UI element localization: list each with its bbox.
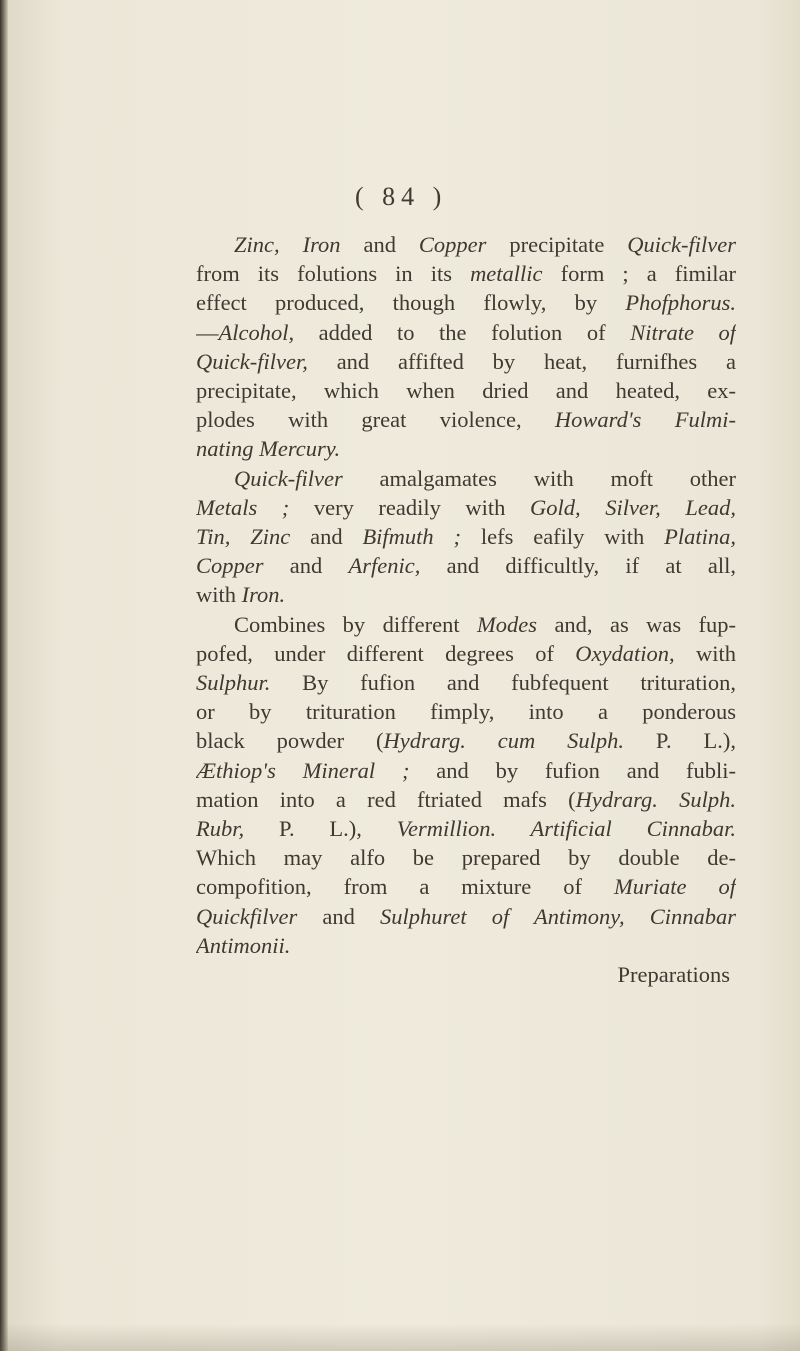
text-run: Combines by different (234, 611, 478, 637)
text-run: By fufion and fubfequent trituration, (270, 670, 736, 696)
italic-text: Alcohol, (218, 319, 295, 345)
italic-text: metallic (470, 261, 543, 287)
italic-text: Quick-filver (627, 232, 736, 257)
catchword: Preparations (617, 962, 730, 988)
text-line (196, 610, 736, 639)
italic-text: Copper (196, 553, 264, 579)
italic-text: Phofphorus. (625, 290, 736, 316)
text-line (196, 697, 736, 726)
italic-text: Oxydation, (575, 640, 675, 666)
page-bottom-shadow (0, 1323, 800, 1351)
text-line (196, 785, 736, 814)
italic-text: Vermillion. Artificial Cinnabar. (396, 816, 736, 842)
text-run: plodes with great violence, (196, 407, 555, 433)
text-line (196, 872, 736, 901)
text-run: with (674, 640, 736, 666)
text-line (196, 493, 736, 522)
text-run: and (340, 232, 419, 257)
text-line (196, 405, 736, 434)
text-line (196, 522, 736, 551)
text-run: or by trituration fimply, into a ponderous (196, 699, 736, 725)
text-run: precipitate, which when dried and heated, ex- (196, 378, 736, 404)
italic-text: Hydrarg. Sulph. (575, 786, 736, 812)
italic-text: Hydrarg. cum Sulph. (383, 728, 625, 754)
text-line (196, 288, 736, 317)
italic-text: Nitrate of (630, 319, 736, 345)
text-line (196, 580, 736, 609)
italic-text: nating Mercury. (196, 436, 341, 462)
text-run: amalgamates with moft other (342, 465, 736, 491)
text-line (196, 347, 736, 376)
text-run: compofition, from a mixture of (196, 874, 615, 900)
text-run: and (263, 553, 349, 579)
italic-text: Quick-filver (234, 465, 343, 491)
text-run: — (196, 319, 219, 345)
text-run: pofed, under different degrees of (196, 640, 576, 666)
italic-text: Metals ; (196, 494, 290, 520)
italic-text: Copper (418, 232, 487, 257)
text-run: and (290, 524, 363, 550)
italic-text: Bifmuth ; (362, 524, 462, 550)
text-line (196, 639, 736, 668)
italic-text: Howard's Fulmi- (554, 407, 736, 433)
italic-text: Antimonii. (196, 932, 291, 958)
text-run: and (297, 903, 380, 929)
italic-text: Zinc, Iron (234, 232, 341, 257)
text-line (196, 756, 736, 785)
text-run: form ; a fimilar (542, 261, 736, 287)
text-line (196, 464, 736, 493)
italic-text: Tin, Zinc (196, 524, 291, 550)
text-run: precipitate (486, 232, 628, 257)
text-run: mation into a red ftriated mafs ( (196, 786, 576, 812)
text-run: and by fufion and fubli- (409, 757, 736, 783)
text-run: P. L.), (624, 728, 736, 754)
text-line (196, 814, 736, 843)
text-line (196, 318, 736, 347)
italic-text: Gold, Silver, Lead, (530, 494, 736, 520)
text-line (196, 259, 736, 288)
text-run: from its folutions in its (196, 261, 471, 287)
italic-text: Modes (477, 611, 538, 637)
italic-text: Sulphuret of Antimony, Cinnabar (379, 903, 736, 929)
text-run: and difficultly, if at all, (420, 553, 736, 579)
text-run: very readily with (289, 494, 530, 520)
italic-text: Quick-filver, (196, 348, 308, 374)
body-text (196, 230, 736, 989)
text-run: P. L.), (244, 816, 397, 842)
page-number: ( 84 ) (355, 182, 448, 211)
italic-text: Iron. (241, 582, 286, 608)
text-run: effect produced, though flowly, by (196, 290, 626, 316)
text-run: added to the folution of (294, 319, 631, 345)
text-line (196, 551, 736, 580)
text-run: black powder ( (196, 728, 384, 754)
text-line (196, 668, 736, 697)
text-line (196, 726, 736, 755)
text-line (196, 376, 736, 405)
italic-text: Sulphur. (196, 670, 271, 696)
text-run: lefs eafily with (461, 524, 665, 550)
text-run: and, as was fup- (537, 611, 736, 637)
italic-text: Rubr, (196, 816, 245, 842)
page-gutter-shadow (0, 0, 8, 1351)
text-run: Which may alfo be prepared by double de- (196, 845, 736, 871)
text-line (196, 230, 736, 259)
italic-text: Quickfilver (196, 903, 298, 929)
text-line (196, 434, 736, 463)
italic-text: Muriate of (614, 874, 736, 900)
text-line (196, 843, 736, 872)
italic-text: Platina, (664, 524, 736, 550)
text-line (196, 931, 736, 960)
text-line (196, 902, 736, 931)
italic-text: Æthiop's Mineral ; (196, 757, 410, 783)
text-run: and affifted by heat, furnifhes a (307, 348, 736, 374)
italic-text: Arfenic, (348, 553, 421, 579)
text-run: with (196, 582, 242, 608)
